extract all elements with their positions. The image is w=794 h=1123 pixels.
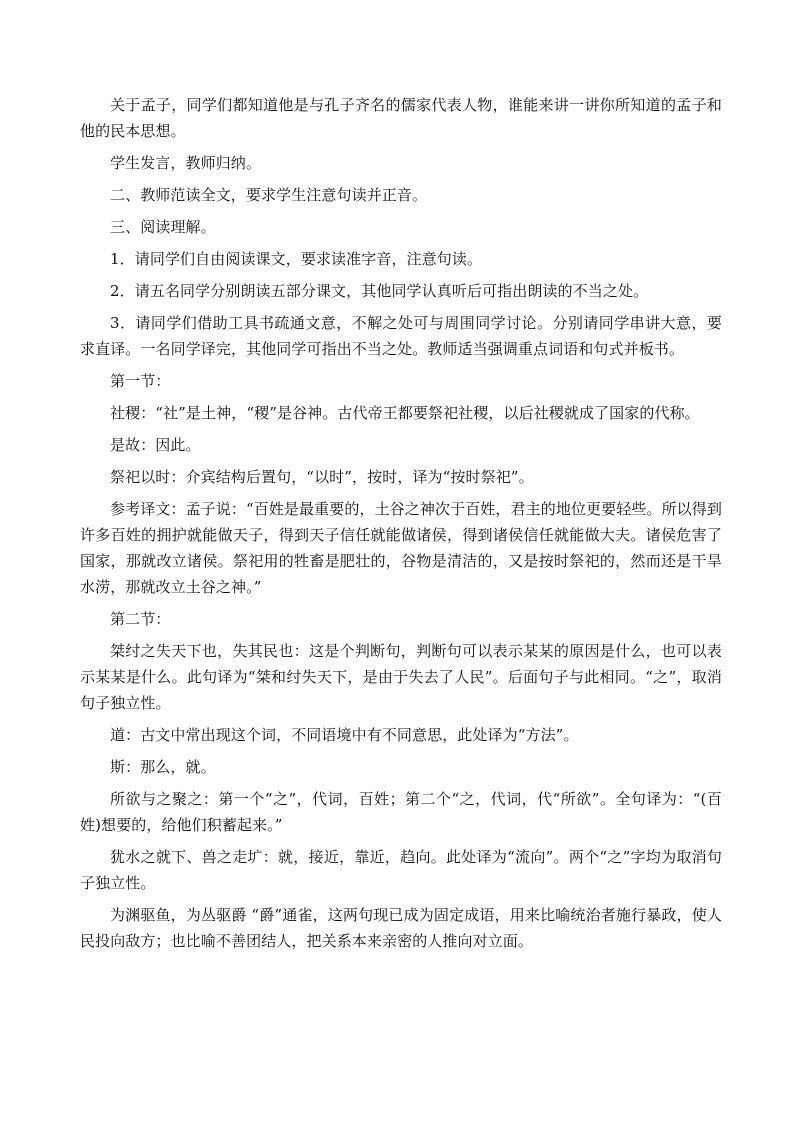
section-heading-2: 第二节： (110, 610, 171, 628)
section-heading-1: 第一节： (110, 372, 171, 390)
paragraph-weiyuan: 为渊驱鱼，为丛驱爵 “爵”通雀，这两句现已成为固定成语，用来比喻统治者施行暴政，使人民投向敌方；也比喻不善团结人，把关系本来亲密的人推向对立面。 (80, 906, 722, 950)
paragraph-jie-zhou: 桀纣之失天下也，失其民也：这是个判断句，判断句可以表示某某的原因是什么，也可以表示某某是什么。此句译为“桀和纣失天下，是由于失去了人民”。后面句子与此相同。“之”，取消句子独立性。 (80, 642, 722, 712)
paragraph-item-3: 3．请同学们借助工具书疏通文意，不解之处可与周围同学讨论。分别请同学串讲大意，要求直译。一名同学译完，其他同学可指出不当之处。教师适当强调重点词语和句式并板书。 (80, 314, 722, 358)
document-body (80, 92, 722, 960)
paragraph-jisi-yishi: 祭祀以时：介宾结构后置句，“以时”，按时，译为“按时祭祀”。 (110, 468, 534, 486)
paragraph-step-two: 二、教师范读全文，要求学生注意句读并正音。 (110, 186, 428, 204)
paragraph-dao: 道：古文中常出现这个词，不同语境中有不同意思，此处译为“方法”。 (110, 726, 579, 744)
paragraph-translation-1: 参考译文：孟子说：“百姓是最重要的，土谷之神次于百姓，君主的地位更要轻些。所以得到许多百姓的拥护就能做天子，得到天子信任就能做诸侯，得到诸侯信任就能做大夫。诸侯危害了国家，那就改立诸侯。祭祀用的牲畜是肥壮的，谷物是清洁的，又是按时祭祀的，然而还是干旱水涝，那就改立土谷之神。” (80, 500, 722, 596)
paragraph-item-1: 1．请同学们自由阅读课文，要求读准字音，注意句读。 (110, 250, 483, 268)
paragraph-item-2: 2．请五名同学分别朗读五部分课文，其他同学认真听后可指出朗读的不当之处。 (110, 282, 649, 300)
paragraph-sheji: 社稷：“社”是土神，“稷”是谷神。古代帝王都要祭祀社稷，以后社稷就成了国家的代称。 (110, 404, 700, 422)
paragraph-student-speech: 学生发言，教师归纳。 (110, 154, 262, 172)
paragraph-step-three: 三、阅读理解。 (110, 218, 216, 236)
paragraph-intro-mencius: 关于孟子，同学们都知道他是与孔子齐名的儒家代表人物，谁能来讲一讲你所知道的孟子和他的民本思想。 (80, 96, 722, 140)
paragraph-shigu: 是故：因此。 (110, 436, 201, 454)
paragraph-si: 斯：那么，就。 (110, 758, 216, 776)
paragraph-youshui: 犹水之就下、兽之走圹：就，接近，靠近，趋向。此处译为“流向”。两个“之”字均为取消句子独立性。 (80, 848, 722, 892)
paragraph-suoyu: 所欲与之聚之：第一个“之”，代词，百姓；第二个“之，代词，代“所欲”。全句译为：“(百姓)想要的，给他们积蓄起来。” (80, 790, 722, 834)
